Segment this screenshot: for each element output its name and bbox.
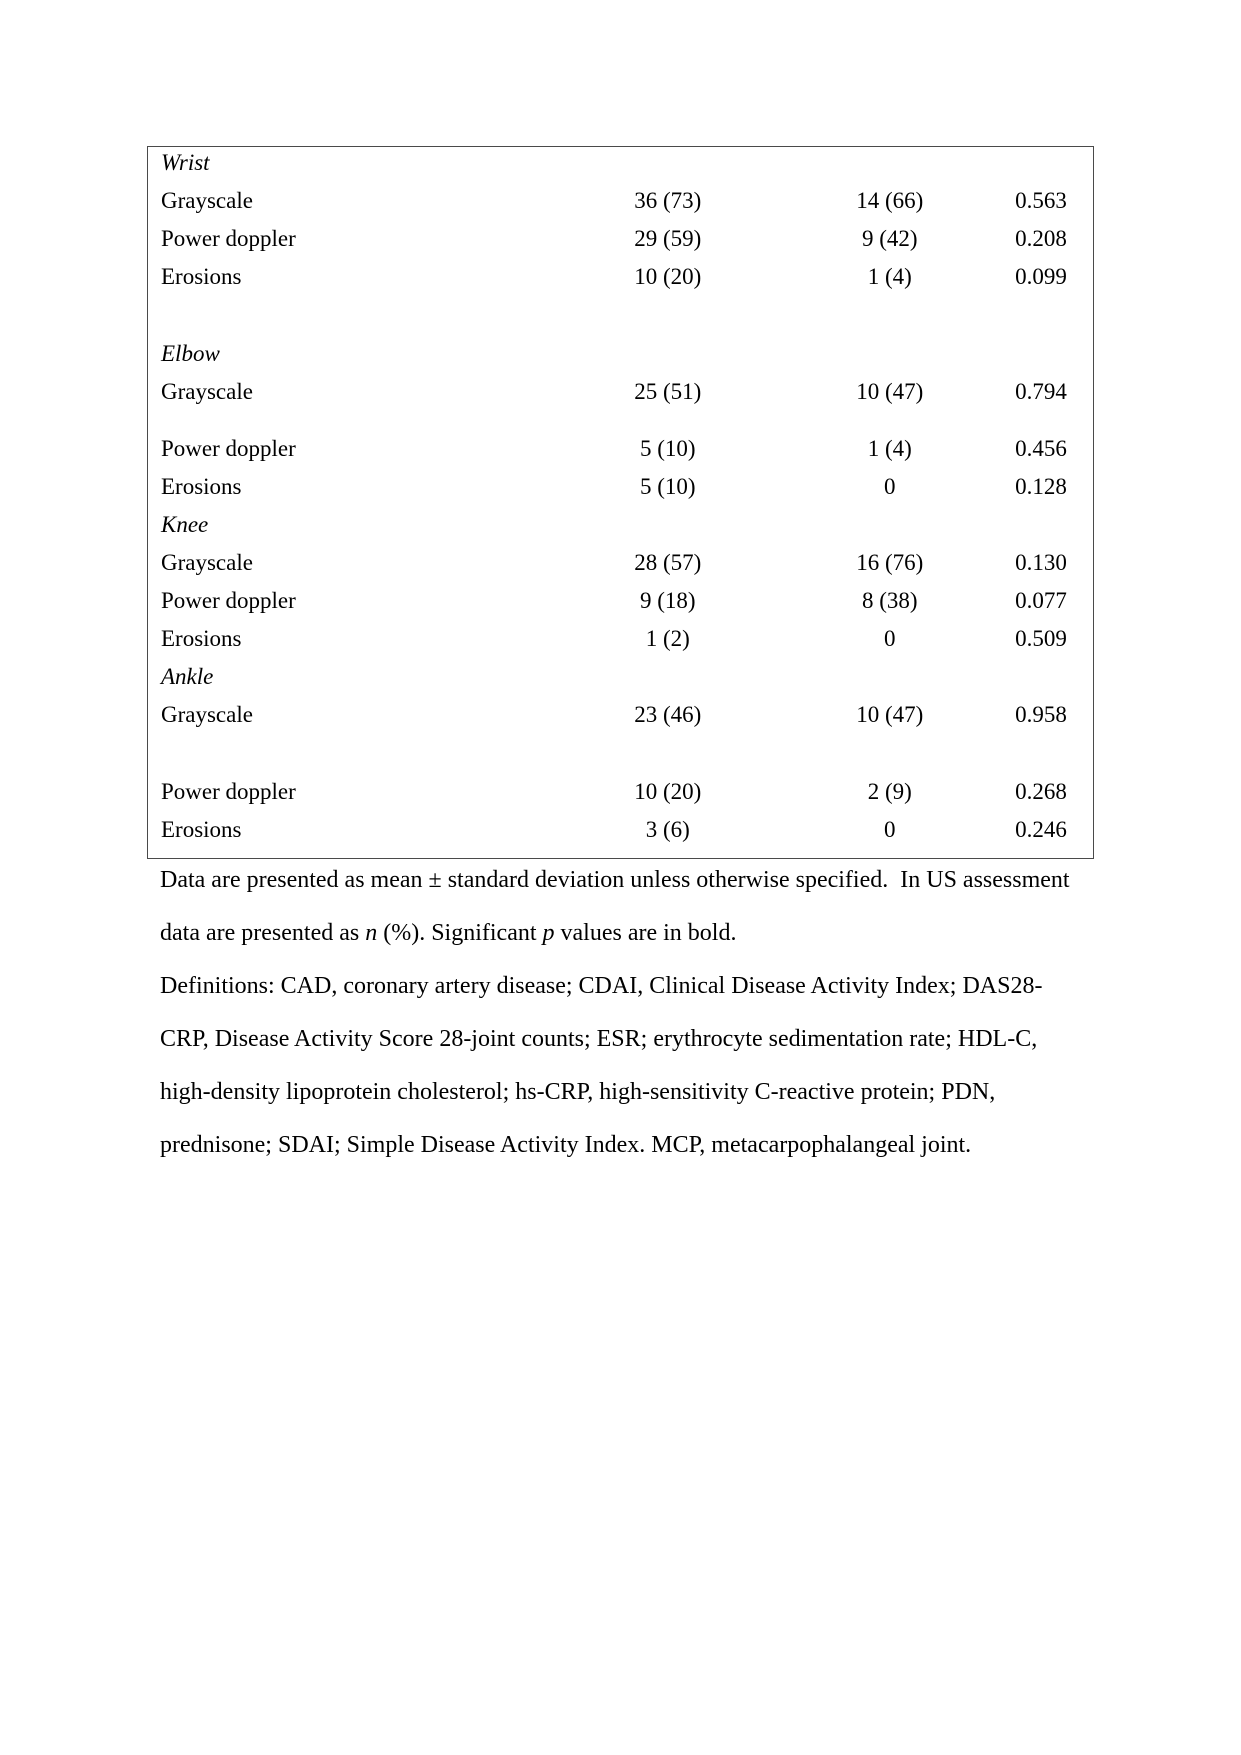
table-row	[148, 814, 1093, 852]
table-row	[148, 433, 1093, 471]
group2-value: 9 (42)	[862, 226, 918, 251]
table-row	[148, 623, 1093, 661]
row-label: Power doppler	[161, 226, 296, 251]
table-footnotes	[160, 854, 1180, 1172]
p-value: 0.130	[1015, 550, 1067, 575]
group2-value: 8 (38)	[862, 588, 918, 613]
group2-value: 1 (4)	[867, 264, 912, 289]
group1-value: 28 (57)	[634, 550, 702, 575]
row-label: Grayscale	[161, 702, 253, 727]
section-label: Ankle	[161, 664, 214, 689]
group1-value: 9 (18)	[639, 588, 696, 613]
table-row	[148, 699, 1093, 737]
row-label: Power doppler	[161, 779, 296, 804]
group1-value: 10 (20)	[634, 264, 702, 289]
p-value: 0.456	[1015, 436, 1067, 461]
table-row	[148, 185, 1093, 223]
group1-value: 29 (59)	[634, 226, 702, 251]
p-value: 0.563	[1015, 188, 1067, 213]
group1-value: 5 (10)	[639, 436, 696, 461]
p-value: 0.099	[1015, 264, 1067, 289]
table-spacer-row	[148, 737, 1093, 776]
p-value: 0.958	[1015, 702, 1067, 727]
group2-value: 0	[884, 474, 896, 499]
footnote-line: CRP, Disease Activity Score 28-joint counts; ESR; erythrocyte sedimentation rate; HDL-C,	[160, 1026, 1038, 1052]
group1-value: 10 (20)	[634, 779, 702, 804]
group2-value: 2 (9)	[867, 779, 912, 804]
group2-value: 16 (76)	[856, 550, 924, 575]
p-value: 0.077	[1015, 588, 1067, 613]
footnote-line: prednisone; SDAI; Simple Disease Activity Index. MCP, metacarpophalangeal joint.	[160, 1132, 972, 1158]
row-label: Erosions	[161, 264, 242, 289]
group1-value: 1 (2)	[645, 626, 690, 651]
p-value: 0.509	[1015, 626, 1067, 651]
row-label: Power doppler	[161, 436, 296, 461]
group2-value: 14 (66)	[856, 188, 924, 213]
row-label: Erosions	[161, 626, 242, 651]
group2-value: 1 (4)	[867, 436, 912, 461]
table-row	[148, 376, 1093, 414]
section-label: Wrist	[161, 150, 210, 175]
table-section-row	[148, 509, 1093, 547]
table-row	[148, 471, 1093, 509]
us-assessment-table	[147, 146, 1094, 859]
row-label: Grayscale	[161, 379, 253, 404]
p-value: 0.246	[1015, 817, 1067, 842]
table-row	[148, 776, 1093, 814]
row-label: Erosions	[161, 474, 242, 499]
p-value: 0.268	[1015, 779, 1067, 804]
group1-value: 25 (51)	[634, 379, 702, 404]
group2-value: 0	[884, 626, 896, 651]
footnote-line: Data are presented as mean ± standard deviation unless otherwise specified. In US assessment	[160, 867, 1070, 893]
group1-value: 23 (46)	[634, 702, 702, 727]
group2-value: 0	[884, 817, 896, 842]
row-label: Erosions	[161, 817, 242, 842]
group1-value: 36 (73)	[634, 188, 702, 213]
section-label: Knee	[161, 512, 209, 537]
p-value: 0.128	[1015, 474, 1067, 499]
table-spacer-row	[148, 299, 1093, 338]
footnote-line: Definitions: CAD, coronary artery disease; CDAI, Clinical Disease Activity Index; DAS28-	[160, 973, 1043, 999]
p-value: 0.208	[1015, 226, 1067, 251]
row-label: Power doppler	[161, 588, 296, 613]
row-label: Grayscale	[161, 188, 253, 213]
group1-value: 3 (6)	[645, 817, 690, 842]
table-spacer-row	[148, 414, 1093, 433]
row-label: Grayscale	[161, 550, 253, 575]
group2-value: 10 (47)	[856, 702, 924, 727]
table-section-row	[148, 661, 1093, 699]
section-label: Elbow	[161, 341, 220, 366]
table-row	[148, 547, 1093, 585]
table-section-row	[148, 147, 1093, 185]
table-row	[148, 261, 1093, 299]
table-row	[148, 585, 1093, 623]
group1-value: 5 (10)	[639, 474, 696, 499]
p-value: 0.794	[1015, 379, 1067, 404]
table-row	[148, 223, 1093, 261]
table-section-row	[148, 338, 1093, 376]
group2-value: 10 (47)	[856, 379, 924, 404]
footnote-line: high-density lipoprotein cholesterol; hs-CRP, high-sensitivity C-reactive protein; PDN,	[160, 1079, 996, 1105]
footnote-line: data are presented as n (%). Significant p values are in bold.	[160, 920, 737, 946]
